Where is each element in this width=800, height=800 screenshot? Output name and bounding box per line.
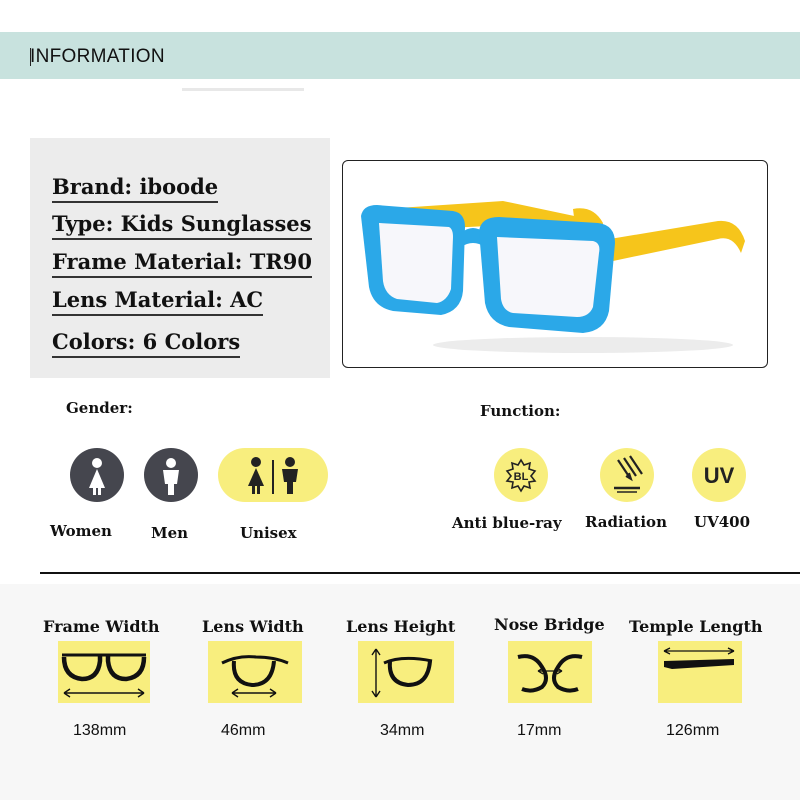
header-underline — [182, 88, 304, 91]
function-anti-blue-ray-label: Anti blue-ray — [452, 514, 562, 532]
gender-unisex-label: Unisex — [240, 524, 297, 542]
spec-brand — [52, 174, 218, 203]
lens-height-title: Lens Height — [346, 617, 456, 636]
lens-width-value: 46mm — [221, 722, 266, 739]
unisex-icon — [218, 448, 328, 502]
product-photo — [342, 160, 768, 368]
man-icon — [144, 448, 198, 502]
spec-key: Lens Material: — [52, 287, 223, 312]
lens-height-icon — [358, 641, 454, 703]
gender-label: Gender: — [66, 399, 133, 417]
glasses-image — [343, 161, 766, 366]
function-label: Function: — [480, 402, 561, 420]
blue-light-icon — [494, 448, 548, 502]
right-lens — [497, 237, 599, 317]
shadow — [433, 337, 733, 353]
spec-value: 6 Colors — [142, 329, 241, 354]
radiation-icon — [600, 448, 654, 502]
page-title: INFORMATION — [30, 46, 165, 67]
lens-width-title: Lens Width — [202, 617, 304, 636]
gender-women-label: Women — [50, 522, 112, 540]
spec-value: Kids Sunglasses — [120, 211, 312, 236]
near-temple — [598, 221, 745, 261]
spec-key: Type: — [52, 211, 114, 236]
lens-width-icon — [208, 641, 302, 703]
spec-value: AC — [230, 287, 264, 312]
nose-bridge-icon — [508, 641, 592, 703]
function-radiation-label: Radiation — [585, 513, 667, 531]
spec-key: Brand: — [52, 174, 133, 199]
nose-bridge-title: Nose Bridge — [494, 615, 605, 634]
spec-value: iboode — [139, 174, 219, 199]
frame-width-value: 138mm — [73, 722, 127, 739]
uv-badge: UV — [703, 463, 735, 488]
uv-icon — [692, 448, 746, 502]
spec-lens-material — [52, 287, 263, 316]
spec-colors — [52, 329, 240, 358]
spec-key: Frame Material: — [52, 249, 243, 274]
blue-light-badge: BL — [513, 471, 529, 483]
spec-frame-material — [52, 249, 312, 278]
function-uv400-label: UV400 — [694, 513, 751, 531]
spec-value: TR90 — [249, 249, 313, 274]
spec-key: Colors: — [52, 329, 136, 354]
gender-men-label: Men — [151, 524, 189, 542]
spec-type — [52, 211, 312, 240]
temple-length-title: Temple Length — [629, 617, 763, 636]
frame-width-title: Frame Width — [43, 617, 160, 636]
woman-icon — [70, 448, 124, 502]
left-lens — [379, 223, 453, 303]
nose-bridge-value: 17mm — [517, 722, 562, 739]
lens-height-value: 34mm — [380, 722, 425, 739]
frame-width-icon — [58, 641, 150, 703]
temple-length-icon — [658, 641, 742, 703]
temple-length-value: 126mm — [666, 722, 720, 739]
divider — [40, 572, 800, 574]
